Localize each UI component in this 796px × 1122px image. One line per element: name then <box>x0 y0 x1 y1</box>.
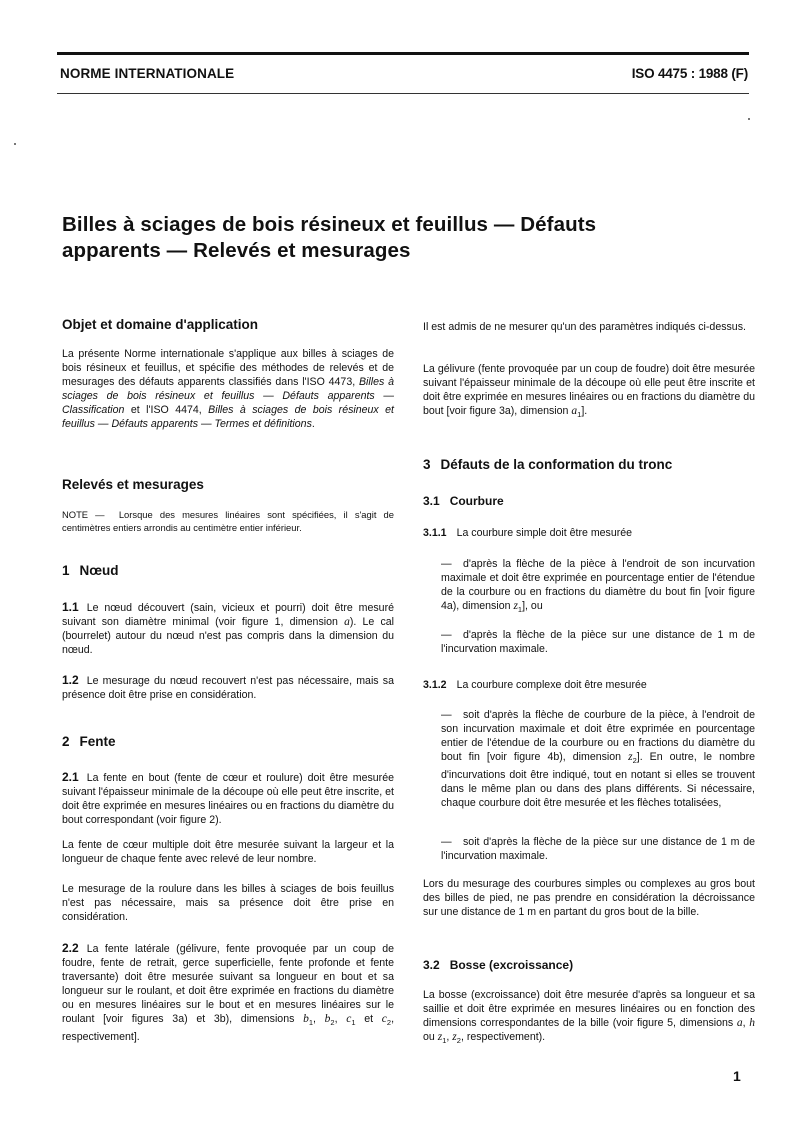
measurements-note: NOTE — Lorsque des mesures linéaires sont spécifiées, il s'agit de centimètres entiers arrondis au centimètre entier inférieur. <box>62 509 394 533</box>
reference-iso-4473: Billes à sciages de bois résineux et feuillus — Défauts apparents — Classification <box>62 376 395 416</box>
title-line-1: Billes à sciages de bois résineux et feuillus — Défauts <box>62 213 597 236</box>
title-line-2: apparents — Relevés et mesurages <box>62 239 411 262</box>
list-item-3-1-2-b: — soit d'après la flèche de la pièce sur une distance de 1 m de l'incurvation maximale. <box>441 836 755 862</box>
list-item-3-1-1-b: — d'après la flèche de la pièce sur une distance de 1 m de l'incurvation maximale. <box>441 629 755 655</box>
header-rule-top <box>57 52 749 55</box>
section-3-heading: 3 Défauts de la conformation du tronc <box>423 457 673 472</box>
paragraph-gros-bout: Lors du mesurage des courbures simples ou complexes au gros bout des billes de pied, ne pas prendre en considération la décroissance sur une distance de 1 m en partant du gros bout de la bille. <box>423 878 755 918</box>
scope-heading: Objet et domaine d'application <box>62 317 258 332</box>
section-3-1-heading: 3.1 Courbure <box>423 494 504 508</box>
paragraph-3-1-2: 3.1.2 La courbure complexe doit être mesurée <box>423 679 647 691</box>
list-item-3-1-2-a: — soit d'après la flèche de courbure de la pièce, à l'endroit de son incurvation maximale et doit être exprimée en pourcentage entier de l'étendue de la courbure ou en fractions du diamètre du bout fin [voir figure 4b), dimension $z_2$]. En outre, le nombre d'incurvations doit être indiqué, tout en notant si elles se trouvent dans le même plan ou dans des plans différents. Si nécessaire, chaque courbure doit être mesurée et les flèches totalisées, <box>441 709 755 810</box>
scan-speck <box>748 118 750 120</box>
standard-reference: ISO 4475 : 1988 (F) <box>631 66 748 81</box>
paragraph-1-2: 1.2 Le mesurage du nœud recouvert n'est pas nécessaire, mais sa présence doit être prise en considération. <box>62 673 394 701</box>
section-2-heading: 2 Fente <box>62 734 116 749</box>
scan-speck <box>14 143 16 145</box>
paragraph-gelivure: La gélivure (fente provoquée par un coup de foudre) doit être mesurée suivant l'épaisseur minimale de la découpe où elle peut être inscrite et doit être exprimée en mesures linéaires ou en fractions du diamètre du bout [voir figure 3a), dimension $a_1$]. <box>423 363 755 420</box>
page-number: 1 <box>733 1068 741 1084</box>
list-item-3-1-1-a: — d'après la flèche de la pièce à l'endroit de son incurvation maximale et doit être exprimée en pourcentage entier de l'étendue de la courbure ou en fractions du diamètre du bout fin [voir figure 4a), dimension $z_1$], ou <box>441 558 755 615</box>
document-type-label: NORME INTERNATIONALE <box>60 66 235 81</box>
paragraph-3-2: La bosse (excroissance) doit être mesurée d'après sa longueur et sa saillie et doit être exprimée en mesures linéaires ou en fonction des dimensions correspondantes de la bille (voir figure 5, dimensions a, h ou $z_1$, $z_2$, respectivement). <box>423 989 755 1046</box>
paragraph-2-1-roulure: Le mesurage de la roulure dans les billes à sciages de bois feuillus n'est pas nécessaire, mais sa présence doit être prise en considération. <box>62 883 394 923</box>
paragraph-3-1-1: 3.1.1 La courbure simple doit être mesurée <box>423 527 633 539</box>
scope-paragraph: La présente Norme internationale s'applique aux billes à sciages de bois résineux et feuillus, et spécifie des méthodes de relevés et de mesurages des défauts apparents classifiés dans l'ISO 4473, Billes à sciages de bois résineux et feuillus — Défauts apparents — Classification et l'ISO 4474, Billes à sciages de bois résineux et feuillus — Défauts apparents — Termes et définitions. <box>62 348 395 430</box>
section-1-heading: 1 Nœud <box>62 563 119 578</box>
section-3-2-heading: 3.2 Bosse (excroissance) <box>423 958 574 972</box>
paragraph-2-1-multiple: La fente de cœur multiple doit être mesurée suivant la largeur et la longueur de chaque fente avec relevé de leur nombre. <box>62 839 394 865</box>
document-title <box>62 212 742 264</box>
measurements-heading: Relevés et mesurages <box>62 477 204 492</box>
reference-iso-4474: Billes à sciages de bois résineux et feuillus — Défauts apparents — Termes et définitions <box>62 404 394 430</box>
paragraph-2-2: 2.2 La fente latérale (gélivure, fente provoquée par un coup de foudre, fente de retrait, gerce superficielle, fente profonde et fente traversante) doit être mesurée suivant sa longueur en bout et sa longueur sur le roulant, et doit être exprimée en fractions du diamètre ou en mesures linéaires sur le bout et en mesures linéaires sur le roulant [voir figures 3a) et 3b), dimensions $b_1$, $b_2$, $c_1$ et $c_2$, respectivement]. <box>62 941 395 1044</box>
paragraph-1-1: 1.1 Le nœud découvert (sain, vicieux et pourri) doit être mesuré suivant son diamètre minimal (voir figure 1, dimension a). Le cal (bourrelet) autour du nœud n'est pas compris dans la dimension du nœud. <box>62 600 394 656</box>
paragraph-admis: Il est admis de ne mesurer qu'un des paramètres indiqués ci-dessus. <box>423 321 746 333</box>
paragraph-2-1: 2.1 La fente en bout (fente de cœur et roulure) doit être mesurée suivant l'épaisseur minimale de la découpe où elle peut être inscrite, et doit être exprimée en mesures linéaires ou en fractions du diamètre du bout correspondant (voir figure 2). <box>62 770 394 826</box>
header-rule-bottom <box>57 93 749 94</box>
